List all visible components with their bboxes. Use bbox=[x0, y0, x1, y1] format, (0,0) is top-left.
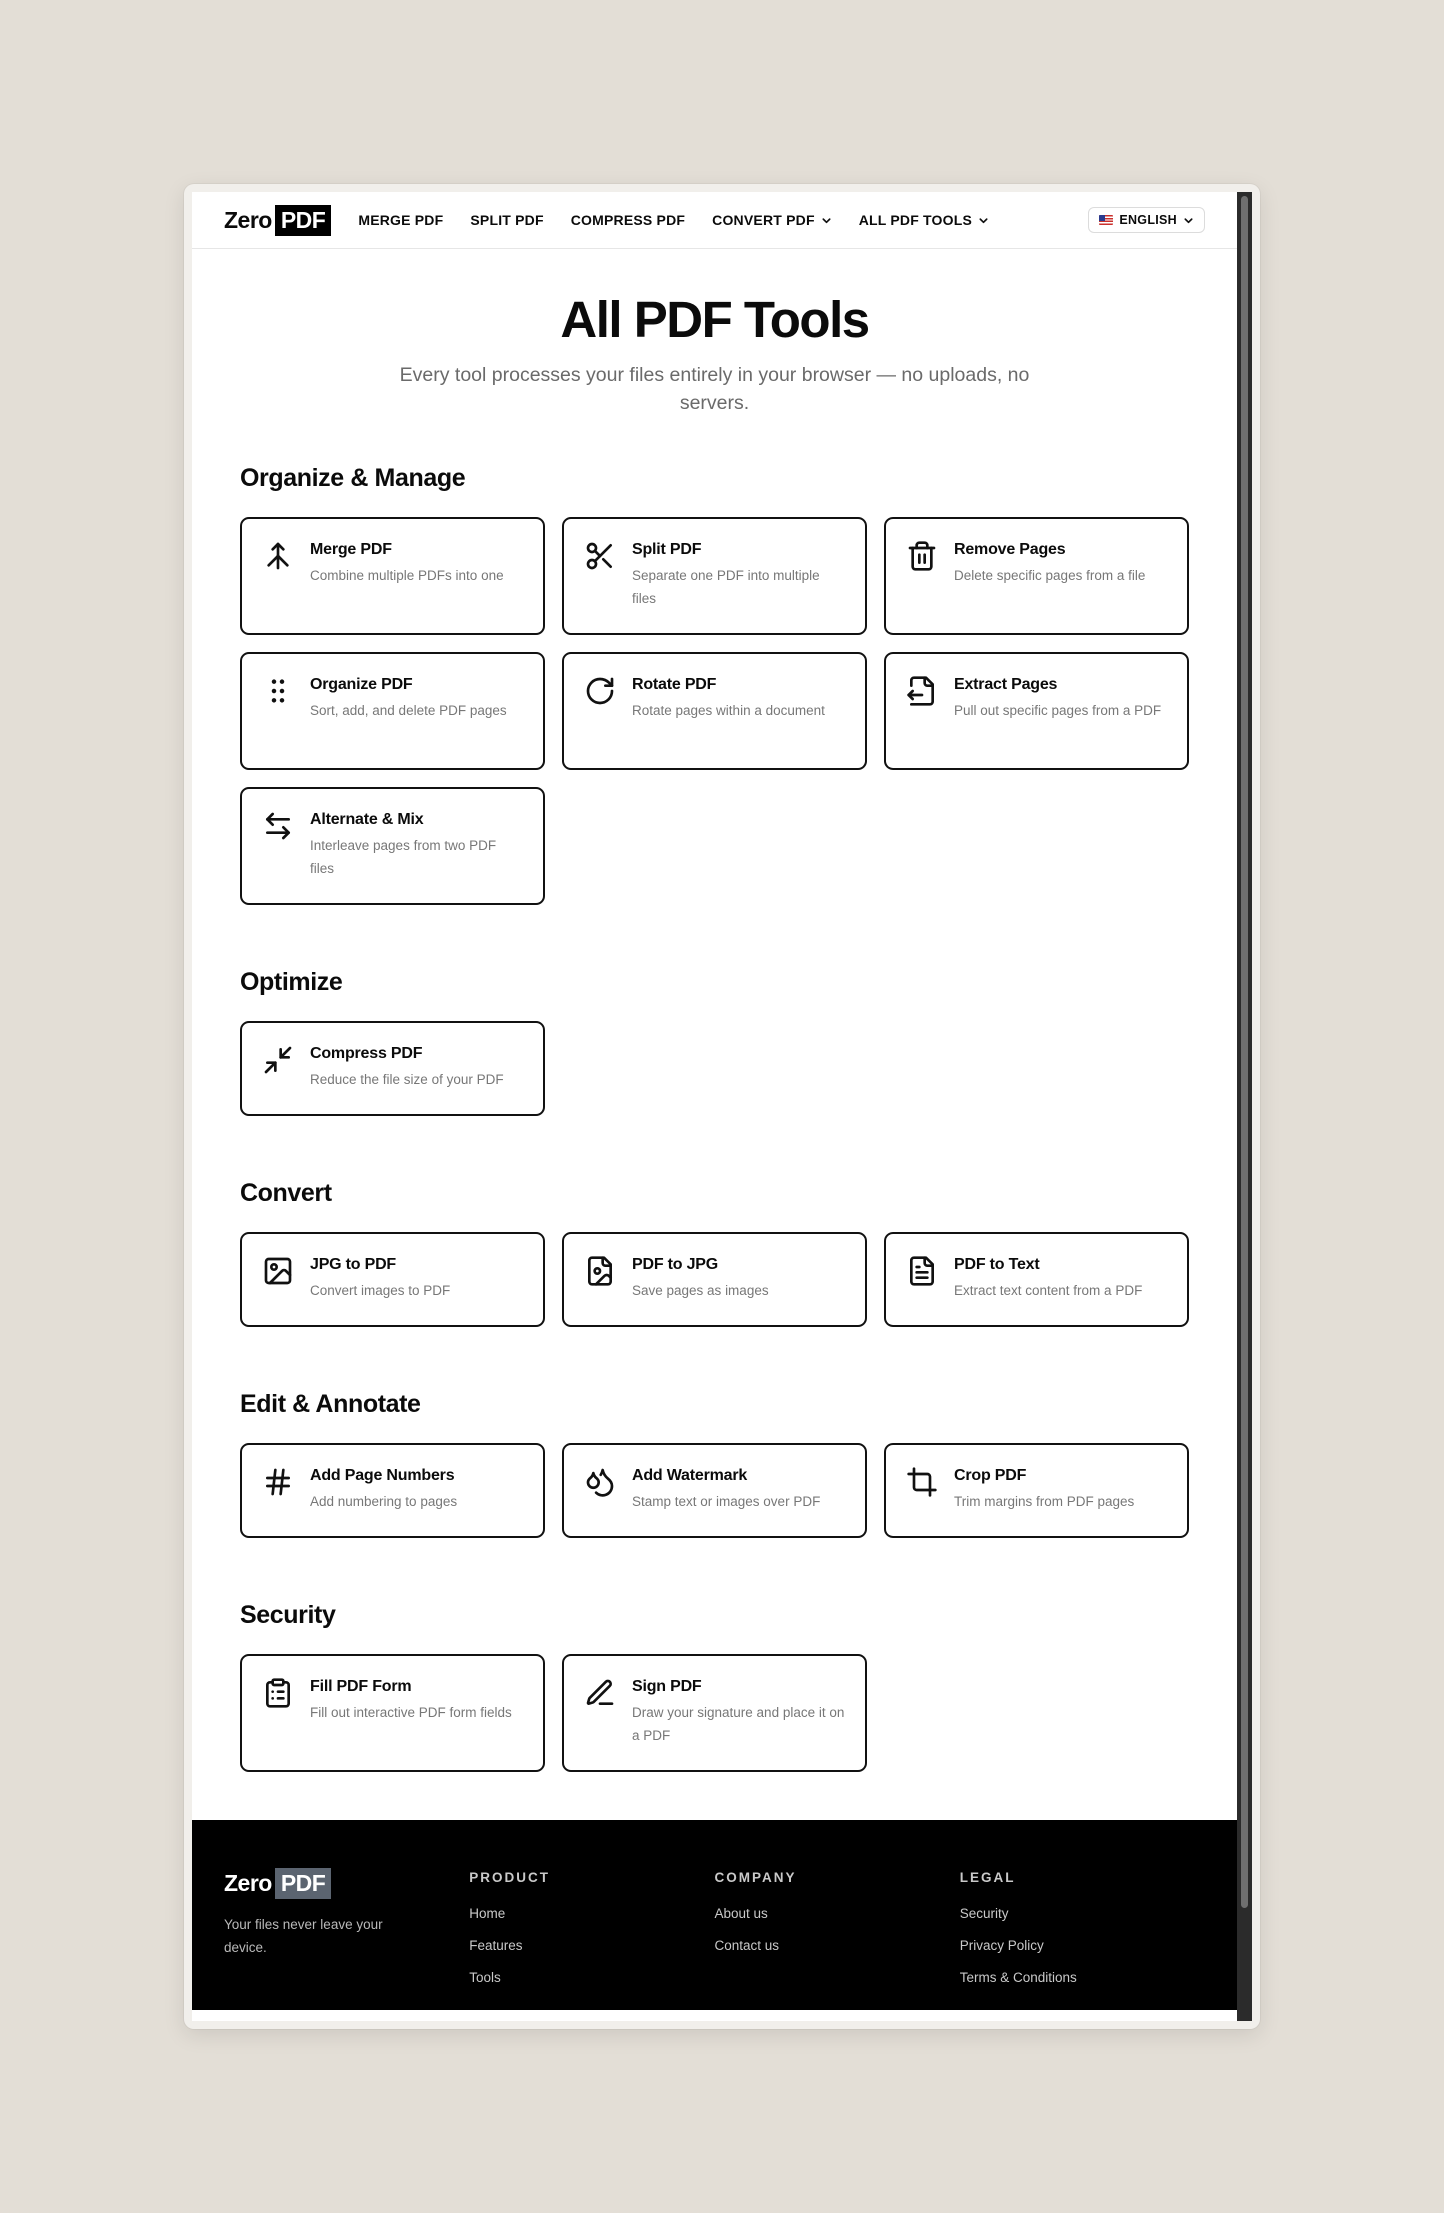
logo-text: Zero bbox=[224, 1870, 272, 1896]
tool-card-sign-pdf[interactable] bbox=[562, 1654, 867, 1772]
footer-heading: COMPANY bbox=[714, 1870, 797, 1885]
footer-heading: PRODUCT bbox=[469, 1870, 550, 1885]
file-export-icon bbox=[906, 675, 938, 707]
page bbox=[192, 192, 1237, 2010]
page-subtitle: Every tool processes your files entirely in your browser — no uploads, no servers. bbox=[399, 364, 1030, 414]
tool-title: Merge PDF bbox=[310, 541, 392, 558]
footer-col-company bbox=[715, 1868, 960, 2010]
tool-card-split-pdf[interactable] bbox=[562, 517, 867, 635]
nav-link-merge-pdf[interactable]: MERGE PDF bbox=[358, 212, 444, 228]
us-flag-icon bbox=[1099, 215, 1113, 225]
footer bbox=[192, 1820, 1237, 2010]
tool-description: Convert images to PDF bbox=[310, 1283, 451, 1298]
nav-dropdown-convert-pdf[interactable] bbox=[712, 212, 832, 228]
merge-icon bbox=[262, 540, 294, 572]
pen-icon bbox=[584, 1677, 616, 1709]
arrows-swap-icon bbox=[262, 810, 294, 842]
tool-title: Organize PDF bbox=[310, 676, 413, 693]
footer-col-product bbox=[469, 1868, 714, 2010]
vertical-scrollbar[interactable] bbox=[1237, 192, 1252, 2021]
tool-description: Rotate pages within a document bbox=[632, 703, 825, 718]
logo-badge: PDF bbox=[275, 205, 332, 236]
scissors-icon bbox=[584, 540, 616, 572]
tool-description: Separate one PDF into multiple files bbox=[632, 568, 820, 606]
section-convert bbox=[192, 1178, 1237, 1327]
page-viewport bbox=[192, 192, 1252, 2021]
tool-grid bbox=[240, 517, 1189, 905]
tool-title: Alternate & Mix bbox=[310, 811, 424, 828]
rotate-icon bbox=[584, 675, 616, 707]
tool-title: Crop PDF bbox=[954, 1467, 1027, 1484]
tool-description: Save pages as images bbox=[632, 1283, 769, 1298]
footer-col-legal bbox=[960, 1868, 1205, 2010]
droplets-icon bbox=[584, 1466, 616, 1498]
tool-description: Draw your signature and place it on a PDF bbox=[632, 1705, 845, 1743]
language-selector[interactable] bbox=[1088, 207, 1205, 233]
footer-link-terms-conditions[interactable]: Terms & Conditions bbox=[959, 1970, 1077, 1985]
nav-links bbox=[358, 212, 989, 228]
browser-window bbox=[184, 184, 1260, 2029]
section-heading: Organize & Manage bbox=[240, 464, 466, 492]
tool-description: Stamp text or images over PDF bbox=[632, 1494, 821, 1509]
nav-dropdown-all-pdf-tools[interactable] bbox=[859, 212, 989, 228]
tool-card-jpg-to-pdf[interactable] bbox=[240, 1232, 545, 1327]
footer-tagline: Your files never leave your device. bbox=[224, 1917, 383, 1955]
tool-description: Delete specific pages from a file bbox=[954, 568, 1146, 583]
chevron-down-icon bbox=[978, 215, 989, 226]
hero bbox=[192, 249, 1237, 417]
trash-icon bbox=[906, 540, 938, 572]
footer-link-tools[interactable]: Tools bbox=[469, 1970, 501, 1985]
page-title: All PDF Tools bbox=[560, 291, 869, 348]
footer-link-home[interactable]: Home bbox=[469, 1906, 506, 1921]
footer-link-about-us[interactable]: About us bbox=[714, 1906, 768, 1921]
tool-grid bbox=[240, 1232, 1189, 1327]
tool-card-organize-pdf[interactable] bbox=[240, 652, 545, 770]
tool-title: Extract Pages bbox=[954, 676, 1058, 693]
tool-description: Interleave pages from two PDF files bbox=[310, 838, 497, 876]
logo[interactable] bbox=[224, 205, 331, 236]
tool-grid bbox=[240, 1021, 1189, 1116]
tool-card-merge-pdf[interactable] bbox=[240, 517, 545, 635]
tool-title: Sign PDF bbox=[632, 1678, 702, 1695]
tool-card-compress-pdf[interactable] bbox=[240, 1021, 545, 1116]
tool-description: Reduce the file size of your PDF bbox=[310, 1072, 504, 1087]
crop-icon bbox=[906, 1466, 938, 1498]
nav-dropdown-convert-label: CONVERT PDF bbox=[712, 212, 815, 228]
footer-brand bbox=[224, 1868, 469, 2010]
section-edit-annotate bbox=[192, 1389, 1237, 1538]
chevron-down-icon bbox=[1183, 215, 1194, 226]
nav-dropdown-all-tools-label: ALL PDF TOOLS bbox=[858, 212, 973, 228]
footer-heading: LEGAL bbox=[959, 1870, 1016, 1885]
tool-grid bbox=[240, 1654, 1189, 1772]
tool-grid bbox=[240, 1443, 1189, 1538]
footer-link-security[interactable]: Security bbox=[959, 1906, 1009, 1921]
chevron-down-icon bbox=[821, 215, 832, 226]
clipboard-list-icon bbox=[262, 1677, 294, 1709]
tool-title: Add Watermark bbox=[632, 1467, 748, 1484]
file-image-icon bbox=[584, 1255, 616, 1287]
tool-card-rotate-pdf[interactable] bbox=[562, 652, 867, 770]
section-security bbox=[192, 1600, 1237, 1772]
tool-card-pdf-to-jpg[interactable] bbox=[562, 1232, 867, 1327]
tool-description: Sort, add, and delete PDF pages bbox=[310, 703, 507, 718]
tool-title: JPG to PDF bbox=[310, 1256, 397, 1273]
image-icon bbox=[262, 1255, 294, 1287]
tool-card-fill-pdf-form[interactable] bbox=[240, 1654, 545, 1772]
tool-title: Compress PDF bbox=[310, 1045, 423, 1062]
hash-icon bbox=[262, 1466, 294, 1498]
footer-link-contact-us[interactable]: Contact us bbox=[714, 1938, 780, 1953]
logo-badge: PDF bbox=[275, 1868, 332, 1899]
grip-icon bbox=[262, 675, 294, 707]
tool-description: Combine multiple PDFs into one bbox=[310, 568, 504, 583]
tool-description: Fill out interactive PDF form fields bbox=[310, 1705, 512, 1720]
tool-title: Add Page Numbers bbox=[310, 1467, 455, 1484]
tool-title: Rotate PDF bbox=[632, 676, 717, 693]
section-heading: Security bbox=[240, 1601, 336, 1629]
nav-link-compress-pdf[interactable]: COMPRESS PDF bbox=[570, 212, 686, 228]
tool-card-remove-pages[interactable] bbox=[884, 517, 1189, 635]
logo-text: Zero bbox=[224, 206, 272, 233]
tool-card-alternate-mix[interactable] bbox=[240, 787, 545, 905]
minimize-icon bbox=[262, 1044, 294, 1076]
tool-description: Extract text content from a PDF bbox=[954, 1283, 1143, 1298]
tool-title: PDF to JPG bbox=[632, 1256, 719, 1273]
footer-link-features[interactable]: Features bbox=[469, 1938, 523, 1953]
footer-logo[interactable] bbox=[224, 1868, 469, 1899]
nav-link-split-pdf[interactable]: SPLIT PDF bbox=[470, 212, 544, 228]
section-heading: Edit & Annotate bbox=[240, 1390, 421, 1418]
footer-link-privacy-policy[interactable]: Privacy Policy bbox=[959, 1938, 1044, 1953]
file-text-icon bbox=[906, 1255, 938, 1287]
tool-description: Add numbering to pages bbox=[310, 1494, 458, 1509]
tool-title: Split PDF bbox=[632, 541, 702, 558]
tool-title: PDF to Text bbox=[954, 1256, 1040, 1273]
tool-description: Pull out specific pages from a PDF bbox=[954, 703, 1162, 718]
section-organize-manage bbox=[192, 463, 1237, 905]
tool-card-extract-pages[interactable] bbox=[884, 652, 1189, 770]
section-optimize bbox=[192, 967, 1237, 1116]
tool-card-add-watermark[interactable] bbox=[562, 1443, 867, 1538]
tool-description: Trim margins from PDF pages bbox=[954, 1494, 1135, 1509]
language-label: ENGLISH bbox=[1119, 213, 1177, 227]
tool-title: Fill PDF Form bbox=[310, 1678, 412, 1695]
tool-title: Remove Pages bbox=[954, 541, 1066, 558]
section-heading: Convert bbox=[240, 1179, 332, 1207]
section-heading: Optimize bbox=[240, 968, 343, 996]
tool-card-pdf-to-text[interactable] bbox=[884, 1232, 1189, 1327]
tool-card-crop-pdf[interactable] bbox=[884, 1443, 1189, 1538]
tool-card-add-page-numbers[interactable] bbox=[240, 1443, 545, 1538]
scrollbar-thumb[interactable] bbox=[1241, 196, 1248, 1908]
navbar bbox=[192, 192, 1237, 249]
